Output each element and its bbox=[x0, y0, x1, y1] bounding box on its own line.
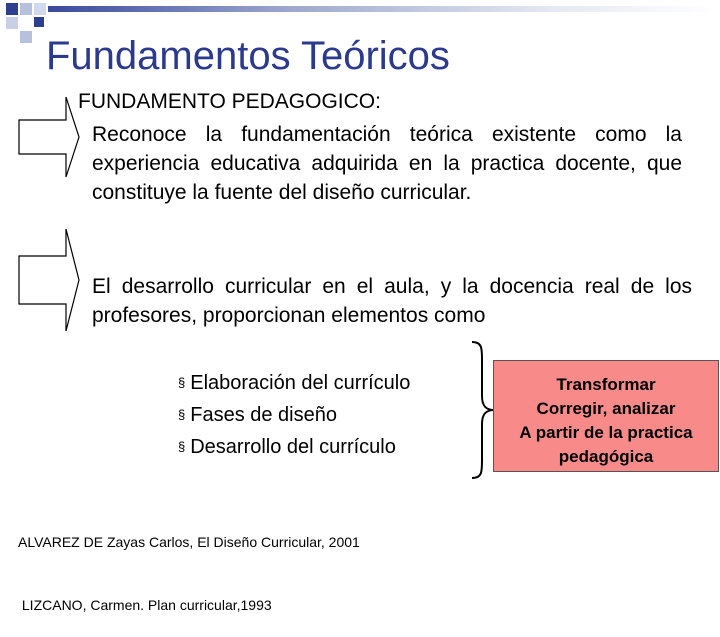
corner-square-dark bbox=[6, 3, 18, 15]
corner-square-light bbox=[20, 31, 32, 43]
header-gradient-bar bbox=[48, 6, 720, 12]
callout-line: pedagógica bbox=[558, 447, 654, 466]
callout-line: A partir de la practica bbox=[519, 423, 693, 442]
corner-square-light bbox=[34, 3, 46, 15]
corner-square-dark bbox=[34, 17, 44, 27]
callout-line: Corregir, analizar bbox=[536, 399, 676, 418]
paragraph-second: El desarrollo curricular en el aula, y la docencia real de los profesores, proporcionan elementos como bbox=[92, 275, 692, 327]
arrow-right-icon bbox=[18, 228, 80, 332]
arrow-right-icon bbox=[18, 96, 80, 178]
bullet-list bbox=[178, 367, 410, 463]
list-item: § Fases de diseño bbox=[178, 404, 337, 426]
paragraph-first: Reconoce la fundamentación teórica existente como la experiencia educativa adquirida en la practica docente, que constituye la fuente del diseño curricular. bbox=[92, 123, 682, 204]
list-item: § Desarrollo del currículo bbox=[178, 436, 396, 458]
subheading: FUNDAMENTO PEDAGOGICO: bbox=[78, 90, 381, 113]
callout-box bbox=[493, 360, 719, 472]
bullet-icon: § bbox=[178, 439, 186, 454]
list-item: § Elaboración del currículo bbox=[178, 372, 411, 394]
references bbox=[18, 490, 360, 637]
slide-title: Fundamentos Teóricos bbox=[46, 34, 450, 78]
callout-line: Transformar bbox=[556, 375, 656, 394]
bullet-icon: § bbox=[178, 407, 186, 422]
reference-line: ALVAREZ DE Zayas Carlos, El Diseño Curricular, 2001 bbox=[18, 534, 360, 550]
reference-line: LIZCANO, Carmen. Plan curricular,1993 bbox=[18, 597, 272, 613]
corner-square-light bbox=[6, 17, 18, 29]
corner-square-light bbox=[20, 3, 32, 15]
bullet-icon: § bbox=[178, 375, 186, 390]
